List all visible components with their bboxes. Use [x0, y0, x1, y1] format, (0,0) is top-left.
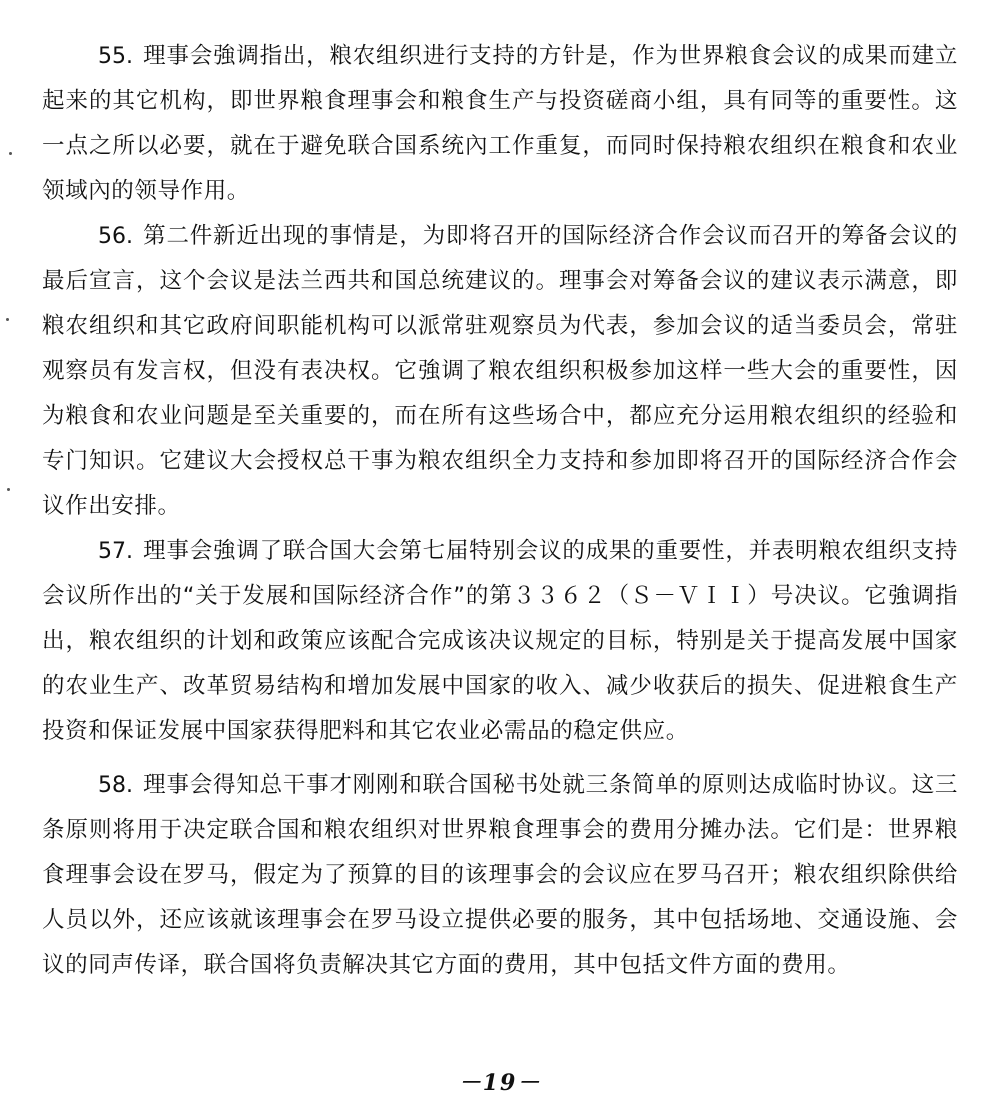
paragraph-56 — [42, 214, 958, 529]
paragraph-text: 理事会得知总干事才刚刚和联合国秘书处就三条简单的原则达成临时协议。这三条原则将用于决定联合国和粮农组织对世界粮食理事会的费用分摊办法。它们是：世界粮食理事会设在罗马，假定为了预算的目的该理事会的会议应在罗马召开；粮农组织除供给人员以外，还应该就该理事会在罗马设立提供必要的服务，其中包括场地、交通设施、会议的同声传译，联合国将负责解决其它方面的费用，其中包括文件方面的费用。 — [42, 772, 958, 978]
page-number: －19－ — [458, 1070, 542, 1096]
paragraph-text: 第二件新近出现的事情是，为即将召开的国际经济合作会议而召开的筹备会议的最后宣言，这个会议是法兰西共和国总统建议的。理事会对筹备会议的建议表示满意，即粮农组织和其它政府间职能机构可以派常驻观察员为代表，参加会议的适当委员会，常驻观察员有发言权，但没有表决权。它強调了粮农组织积极参加这样一些大会的重要性，因为粮食和农业问题是至关重要的，而在所有这些场合中，都应充分运用粮农组织的经验和专门知识。它建议大会授权总干事为粮农组织全力支持和参加即将召开的国际经济合作会议作出安排。 — [42, 223, 958, 519]
paragraph-57 — [42, 529, 958, 754]
paragraph-number: 55. — [98, 44, 133, 69]
paragraph-text: 理事会強调指出，粮农组织进行支持的方针是，作为世界粮食会议的成果而建立起来的其它机构，即世界粮食理事会和粮食生产与投资磋商小组，具有同等的重要性。这一点之所以必要，就在于避免联合国系统內工作重复，而同时保持粮农组织在粮食和农业领域內的领导作用。 — [42, 43, 958, 204]
paragraph-number: 56. — [98, 224, 133, 249]
document-body — [42, 34, 958, 988]
paragraph-text: 理事会強调了联合国大会第七届特别会议的成果的重要性，并表明粮农组织支持会议所作出的“关于发展和国际经济合作”的第３３６２（Ｓ－ＶＩＩ）号决议。它強调指出，粮农组织的计划和政策应该配合完成该决议规定的目标，特别是关于提高发展中国家的农业生产、改革贸易结构和增加发展中国家的收入、减少收获后的损失、促进粮食生产投资和保证发展中国家获得肥料和其它农业必需品的稳定供应。 — [42, 538, 958, 744]
scan-speck — [6, 318, 9, 321]
scan-speck — [9, 152, 12, 155]
scan-speck — [7, 488, 10, 491]
paragraph-58 — [42, 763, 958, 988]
paragraph-number: 57. — [98, 539, 133, 564]
paragraph-number: 58. — [98, 773, 133, 798]
paragraph-55 — [42, 34, 958, 214]
